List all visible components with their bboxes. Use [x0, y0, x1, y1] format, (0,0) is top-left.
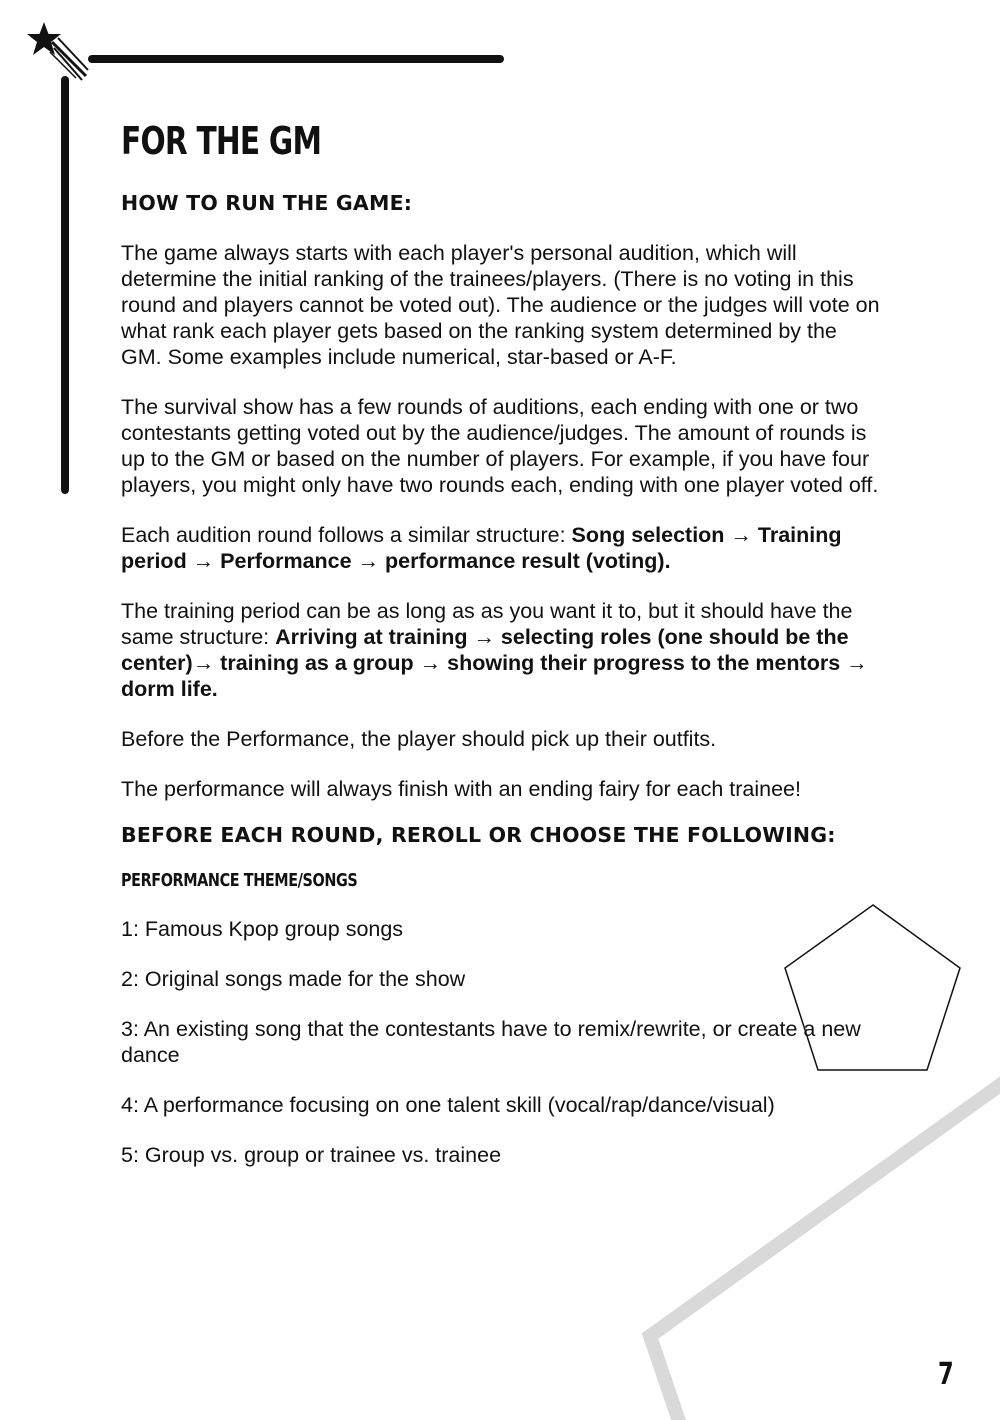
- page-content: [121, 120, 881, 1168]
- training-period-lead: The training period can be as long as as you want it to, but it should have the same structure:: [121, 599, 853, 649]
- paragraph-outfits: Before the Performance, the player should pick up their outfits.: [121, 727, 717, 751]
- list-item: 5: Group vs. group or trainee vs. trainee: [121, 1143, 502, 1167]
- paragraph-training-period: [121, 598, 881, 702]
- section-heading-before-each-round: BEFORE EACH ROUND, REROLL OR CHOOSE THE FOLLOWING:: [121, 823, 836, 847]
- paragraph-ending-fairy: The performance will always finish with an ending fairy for each trainee!: [121, 777, 801, 801]
- paragraph-round-structure: [121, 522, 881, 574]
- round-structure-lead: Each audition round follows a similar structure:: [121, 523, 572, 547]
- list-item: 4: A performance focusing on one talent skill (vocal/rap/dance/visual): [121, 1093, 775, 1117]
- paragraph-audition: The game always starts with each player's personal audition, which will determine the initial ranking of the trainees/players. (There is no voting in this round and players cannot be voted out). The audience or the judges will vote on what rank each player gets based on the ranking system determined by the GM. Some examples include numerical, star-based or A-F.: [121, 241, 880, 369]
- training-period-steps: Arriving at training → selecting roles (one should be the center)→ training as a group → showing their progress to the mentors → dorm life.: [121, 625, 868, 701]
- page-number: 7: [938, 1357, 954, 1392]
- sub-heading-performance-theme: PERFORMANCE THEME/SONGS: [121, 870, 358, 891]
- shooting-star-icon: [27, 22, 88, 80]
- theme-list: [121, 916, 881, 1168]
- list-item: 1: Famous Kpop group songs: [121, 917, 404, 941]
- round-structure-steps: Song selection → Training period → Performance → performance result (voting).: [121, 523, 842, 573]
- list-item: 3: An existing song that the contestants have to remix/rewrite, or create a new dance: [121, 1017, 861, 1067]
- paragraph-rounds: The survival show has a few rounds of auditions, each ending with one or two contestants getting voted out by the audience/judges. The amount of rounds is up to the GM or based on the number of players. For example, if you have four players, you might only have two rounds each, ending with one player voted off.: [121, 395, 879, 497]
- section-heading-how-to-run: HOW TO RUN THE GAME:: [121, 191, 413, 215]
- list-item: 2: Original songs made for the show: [121, 967, 466, 991]
- page-title: FOR THE GM: [121, 119, 322, 163]
